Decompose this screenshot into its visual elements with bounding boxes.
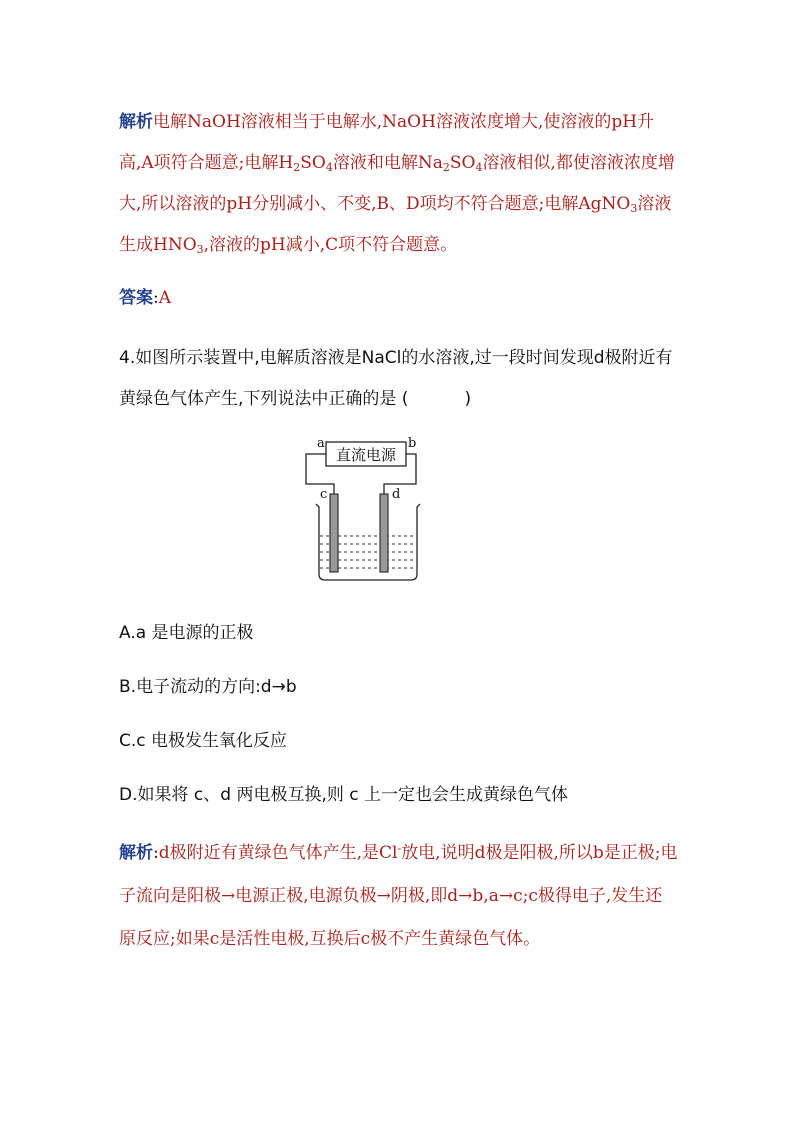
explanation-label: 解析: [119, 112, 153, 132]
terminal-b-label: b: [408, 436, 417, 451]
subscript: 4: [325, 161, 333, 174]
explanation-text: d极附近有黄绿色气体产生,是Cl: [158, 843, 398, 863]
explanation-paragraph-1: [119, 102, 679, 266]
answer-line: [119, 284, 679, 313]
subscript: 4: [475, 161, 483, 174]
power-supply-label: 直流电源: [335, 446, 397, 464]
option-a: A.a 是电源的正极: [119, 623, 254, 643]
explanation-text: 电解NaOH溶液相当于电解水,NaOH溶液浓度增大,使溶液的pH升高,A项符合题意;电解H: [119, 112, 655, 173]
option-d: D.如果将 c、d 两电极互换,则 c 上一定也会生成黄绿色气体: [119, 785, 568, 805]
subscript: 3: [196, 243, 204, 256]
question-close-paren: ): [464, 389, 472, 409]
subscript: 3: [630, 202, 638, 215]
superscript: -: [397, 842, 402, 855]
explanation-colon: :: [153, 843, 159, 863]
explanation-text: 溶液生成HNO: [119, 194, 672, 255]
electrode-d-label: d: [392, 487, 401, 502]
explanation-label: 解析: [119, 843, 153, 863]
explanation-text: SO: [449, 153, 476, 173]
terminal-a-label: a: [317, 436, 325, 451]
answer-value: A: [158, 288, 172, 308]
question-text: 4.如图所示装置中,电解质溶液是NaCl的水溶液,过一段时间发现d极附近有黄绿色气体产生,下列说法中正确的是 (: [119, 348, 673, 409]
explanation-text: 溶液和电解Na: [332, 153, 443, 173]
electrolysis-diagram: [300, 434, 460, 586]
explanation-text: 放电,说明d极是阳极,所以b是正极;电子流向是阳极→电源正极,电源负极→阴极,即d→b,a→c;c极得电子,发生还原反应;如果c是活性电极,互换后c极不产生黄绿色气体。: [119, 843, 678, 949]
question-stem: [119, 338, 687, 420]
explanation-text: 溶液相似,都使溶液浓度增大,所以溶液的pH分别减小、不变,B、D项均不符合题意;电解AgNO: [119, 153, 675, 214]
subscript: 2: [442, 161, 450, 174]
option-b: B.电子流动的方向:d→b: [119, 677, 297, 697]
electrode-c-label: c: [320, 487, 328, 502]
explanation-text: SO: [300, 153, 326, 173]
explanation-text: ,溶液的pH减小,C项不符合题意。: [203, 235, 458, 255]
explanation-paragraph-2: [119, 832, 679, 961]
answer-label: 答案: [119, 288, 153, 308]
electrode-d: [380, 494, 388, 572]
electrode-c: [330, 494, 338, 572]
option-c: C.c 电极发生氧化反应: [119, 731, 288, 751]
subscript: 2: [293, 161, 301, 174]
answer-colon: :: [153, 288, 159, 308]
